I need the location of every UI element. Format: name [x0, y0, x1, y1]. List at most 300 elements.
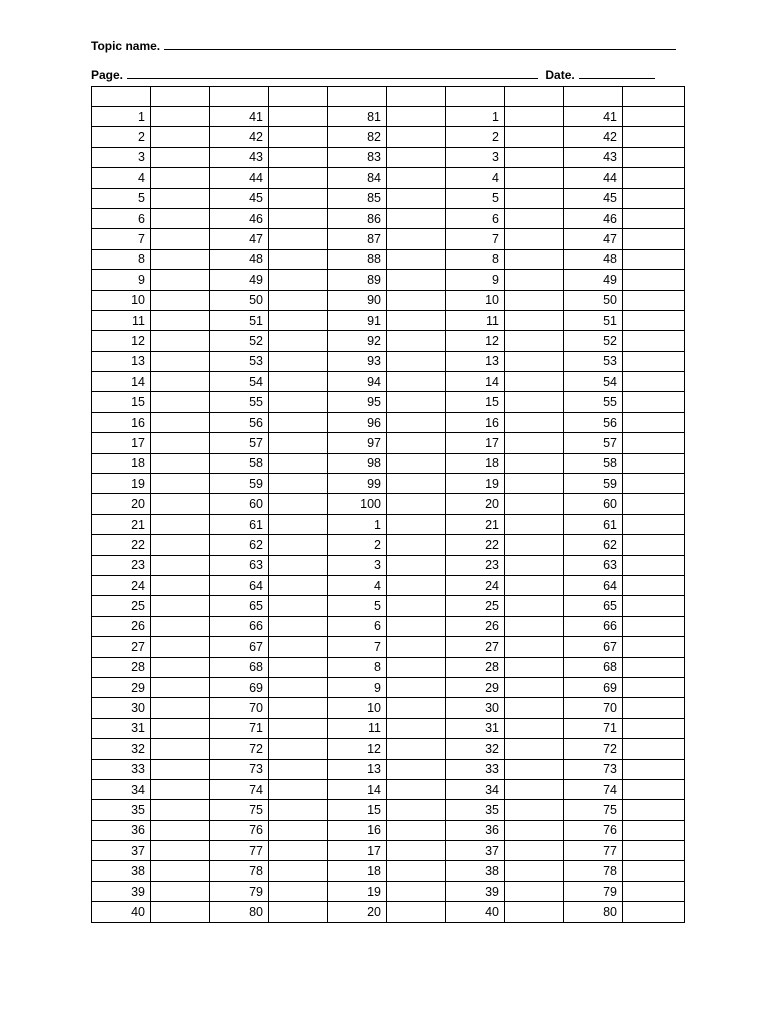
answer-cell[interactable] [387, 779, 446, 799]
answer-cell[interactable] [151, 677, 210, 697]
question-number: 65 [564, 596, 623, 616]
answer-cell[interactable] [151, 616, 210, 636]
question-number: 5 [92, 188, 151, 208]
question-number: 17 [92, 433, 151, 453]
answer-cell[interactable] [505, 453, 564, 473]
answer-cell[interactable] [505, 208, 564, 228]
answer-cell[interactable] [387, 596, 446, 616]
table-row [92, 188, 685, 208]
date-field[interactable] [579, 67, 655, 79]
answer-cell[interactable] [387, 902, 446, 922]
answer-cell[interactable] [269, 759, 328, 779]
answer-cell[interactable] [387, 229, 446, 249]
answer-cell[interactable] [151, 698, 210, 718]
question-number: 18 [328, 861, 387, 881]
answer-cell[interactable] [387, 474, 446, 494]
topic-name-field[interactable] [164, 38, 676, 50]
answer-cell[interactable] [387, 657, 446, 677]
question-number: 4 [328, 575, 387, 595]
answer-cell[interactable] [623, 820, 685, 840]
table-row [92, 739, 685, 759]
table-row [92, 677, 685, 697]
answer-cell[interactable] [151, 718, 210, 738]
answer-cell[interactable] [505, 310, 564, 330]
answer-cell[interactable] [505, 800, 564, 820]
answer-cell[interactable] [269, 208, 328, 228]
answer-cell[interactable] [387, 535, 446, 555]
answer-cell[interactable] [151, 555, 210, 575]
answer-cell[interactable] [505, 841, 564, 861]
answer-cell[interactable] [151, 412, 210, 432]
question-number: 59 [564, 474, 623, 494]
question-number: 67 [564, 637, 623, 657]
table-row [92, 881, 685, 901]
answer-cell[interactable] [151, 575, 210, 595]
answer-cell[interactable] [623, 270, 685, 290]
answer-cell[interactable] [151, 310, 210, 330]
answer-cell[interactable] [505, 637, 564, 657]
answer-cell[interactable] [387, 249, 446, 269]
answer-cell[interactable] [387, 331, 446, 351]
answer-cell[interactable] [151, 351, 210, 371]
question-number: 35 [446, 800, 505, 820]
table-row [92, 290, 685, 310]
answer-cell[interactable] [151, 107, 210, 127]
question-number: 41 [564, 107, 623, 127]
question-number: 47 [210, 229, 269, 249]
question-number: 11 [92, 310, 151, 330]
answer-cell[interactable] [623, 555, 685, 575]
grid-header-cell [269, 87, 328, 107]
answer-cell[interactable] [505, 168, 564, 188]
question-number: 21 [92, 514, 151, 534]
answer-cell[interactable] [269, 739, 328, 759]
answer-cell[interactable] [623, 188, 685, 208]
question-number: 41 [210, 107, 269, 127]
answer-cell[interactable] [623, 107, 685, 127]
question-number: 66 [210, 616, 269, 636]
answer-cell[interactable] [151, 392, 210, 412]
question-number: 8 [446, 249, 505, 269]
answer-cell[interactable] [505, 270, 564, 290]
question-number: 70 [564, 698, 623, 718]
question-number: 76 [564, 820, 623, 840]
answer-cell[interactable] [505, 902, 564, 922]
question-number: 15 [92, 392, 151, 412]
answer-cell[interactable] [151, 290, 210, 310]
answer-cell[interactable] [269, 494, 328, 514]
answer-cell[interactable] [623, 249, 685, 269]
answer-cell[interactable] [387, 270, 446, 290]
answer-cell[interactable] [151, 514, 210, 534]
question-number: 70 [210, 698, 269, 718]
question-number: 17 [446, 433, 505, 453]
answer-cell[interactable] [387, 698, 446, 718]
answer-cell[interactable] [269, 229, 328, 249]
answer-cell[interactable] [151, 147, 210, 167]
table-row [92, 861, 685, 881]
answer-cell[interactable] [387, 739, 446, 759]
question-number: 1 [446, 107, 505, 127]
answer-cell[interactable] [623, 392, 685, 412]
answer-cell[interactable] [269, 188, 328, 208]
answer-cell[interactable] [151, 270, 210, 290]
question-number: 88 [328, 249, 387, 269]
question-number: 81 [328, 107, 387, 127]
answer-cell[interactable] [623, 535, 685, 555]
answer-cell[interactable] [269, 677, 328, 697]
answer-cell[interactable] [151, 494, 210, 514]
answer-cell[interactable] [269, 881, 328, 901]
answer-cell[interactable] [505, 229, 564, 249]
answer-cell[interactable] [387, 127, 446, 147]
answer-cell[interactable] [387, 412, 446, 432]
answer-cell[interactable] [269, 331, 328, 351]
answer-cell[interactable] [623, 698, 685, 718]
answer-cell[interactable] [623, 677, 685, 697]
answer-cell[interactable] [505, 759, 564, 779]
answer-cell[interactable] [505, 107, 564, 127]
answer-cell[interactable] [151, 474, 210, 494]
question-number: 38 [446, 861, 505, 881]
table-row [92, 310, 685, 330]
answer-cell[interactable] [387, 841, 446, 861]
question-number: 9 [328, 677, 387, 697]
answer-cell[interactable] [151, 596, 210, 616]
question-number: 63 [564, 555, 623, 575]
answer-cell[interactable] [505, 779, 564, 799]
answer-cell[interactable] [387, 208, 446, 228]
question-number: 39 [92, 881, 151, 901]
answer-cell[interactable] [269, 433, 328, 453]
answer-cell[interactable] [151, 208, 210, 228]
table-row [92, 392, 685, 412]
answer-cell[interactable] [623, 168, 685, 188]
answer-cell[interactable] [505, 596, 564, 616]
answer-cell[interactable] [623, 494, 685, 514]
answer-cell[interactable] [505, 575, 564, 595]
answer-cell[interactable] [387, 107, 446, 127]
answer-cell[interactable] [269, 637, 328, 657]
answer-cell[interactable] [505, 555, 564, 575]
answer-cell[interactable] [623, 902, 685, 922]
question-number: 7 [446, 229, 505, 249]
question-number: 46 [210, 208, 269, 228]
answer-cell[interactable] [623, 739, 685, 759]
question-number: 3 [92, 147, 151, 167]
answer-cell[interactable] [269, 861, 328, 881]
answer-cell[interactable] [505, 861, 564, 881]
question-number: 12 [92, 331, 151, 351]
question-number: 99 [328, 474, 387, 494]
question-number: 30 [92, 698, 151, 718]
answer-cell[interactable] [505, 249, 564, 269]
question-number: 49 [564, 270, 623, 290]
grid-header-row [92, 87, 685, 107]
answer-cell[interactable] [151, 249, 210, 269]
answer-cell[interactable] [623, 841, 685, 861]
answer-cell[interactable] [151, 637, 210, 657]
answer-cell[interactable] [269, 168, 328, 188]
answer-cell[interactable] [151, 759, 210, 779]
answer-cell[interactable] [269, 698, 328, 718]
question-number: 93 [328, 351, 387, 371]
answer-cell[interactable] [387, 820, 446, 840]
answer-cell[interactable] [269, 392, 328, 412]
answer-cell[interactable] [505, 739, 564, 759]
question-number: 51 [210, 310, 269, 330]
question-number: 34 [92, 779, 151, 799]
answer-cell[interactable] [151, 861, 210, 881]
answer-cell[interactable] [623, 351, 685, 371]
answer-cell[interactable] [505, 820, 564, 840]
answer-cell[interactable] [151, 841, 210, 861]
answer-cell[interactable] [269, 127, 328, 147]
answer-cell[interactable] [623, 861, 685, 881]
answer-cell[interactable] [151, 372, 210, 392]
question-number: 13 [92, 351, 151, 371]
table-row [92, 127, 685, 147]
answer-cell[interactable] [505, 698, 564, 718]
answer-cell[interactable] [623, 433, 685, 453]
answer-cell[interactable] [623, 759, 685, 779]
answer-cell[interactable] [623, 290, 685, 310]
answer-cell[interactable] [269, 249, 328, 269]
answer-cell[interactable] [387, 433, 446, 453]
answer-cell[interactable] [387, 677, 446, 697]
answer-cell[interactable] [269, 310, 328, 330]
answer-cell[interactable] [269, 779, 328, 799]
answer-cell[interactable] [151, 820, 210, 840]
answer-cell[interactable] [387, 881, 446, 901]
answer-cell[interactable] [505, 616, 564, 636]
answer-cell[interactable] [269, 474, 328, 494]
answer-cell[interactable] [505, 433, 564, 453]
answer-cell[interactable] [505, 718, 564, 738]
question-number: 89 [328, 270, 387, 290]
question-number: 44 [210, 168, 269, 188]
answer-cell[interactable] [269, 453, 328, 473]
answer-cell[interactable] [269, 290, 328, 310]
question-number: 39 [446, 881, 505, 901]
answer-cell[interactable] [269, 820, 328, 840]
answer-cell[interactable] [269, 596, 328, 616]
answer-cell[interactable] [623, 800, 685, 820]
question-number: 29 [92, 677, 151, 697]
question-number: 10 [446, 290, 505, 310]
answer-cell[interactable] [505, 881, 564, 901]
answer-cell[interactable] [623, 596, 685, 616]
answer-cell[interactable] [269, 412, 328, 432]
answer-cell[interactable] [387, 616, 446, 636]
answer-cell[interactable] [505, 331, 564, 351]
answer-cell[interactable] [269, 535, 328, 555]
answer-cell[interactable] [623, 657, 685, 677]
answer-cell[interactable] [269, 555, 328, 575]
question-number: 9 [92, 270, 151, 290]
answer-cell[interactable] [623, 637, 685, 657]
answer-cell[interactable] [623, 229, 685, 249]
answer-cell[interactable] [151, 331, 210, 351]
question-number: 69 [564, 677, 623, 697]
question-number: 36 [92, 820, 151, 840]
answer-cell[interactable] [387, 351, 446, 371]
question-number: 15 [446, 392, 505, 412]
answer-cell[interactable] [387, 188, 446, 208]
answer-cell[interactable] [387, 800, 446, 820]
question-number: 69 [210, 677, 269, 697]
question-number: 1 [92, 107, 151, 127]
question-number: 52 [564, 331, 623, 351]
question-number: 50 [210, 290, 269, 310]
answer-cell[interactable] [151, 902, 210, 922]
answer-cell[interactable] [387, 310, 446, 330]
answer-cell[interactable] [387, 290, 446, 310]
answer-cell[interactable] [269, 902, 328, 922]
page-field[interactable] [127, 67, 538, 79]
answer-cell[interactable] [623, 372, 685, 392]
answer-cell[interactable] [387, 718, 446, 738]
answer-cell[interactable] [623, 881, 685, 901]
answer-cell[interactable] [505, 535, 564, 555]
question-number: 19 [446, 474, 505, 494]
answer-cell[interactable] [387, 555, 446, 575]
grid-header-cell [446, 87, 505, 107]
answer-cell[interactable] [623, 779, 685, 799]
answer-cell[interactable] [151, 433, 210, 453]
answer-cell[interactable] [151, 453, 210, 473]
question-number: 2 [446, 127, 505, 147]
question-number: 57 [564, 433, 623, 453]
question-number: 63 [210, 555, 269, 575]
answer-cell[interactable] [623, 147, 685, 167]
answer-cell[interactable] [269, 657, 328, 677]
question-number: 82 [328, 127, 387, 147]
answer-cell[interactable] [387, 494, 446, 514]
question-number: 87 [328, 229, 387, 249]
question-number: 94 [328, 372, 387, 392]
answer-cell[interactable] [505, 677, 564, 697]
answer-cell[interactable] [623, 616, 685, 636]
answer-cell[interactable] [623, 575, 685, 595]
answer-cell[interactable] [387, 168, 446, 188]
answer-cell[interactable] [623, 718, 685, 738]
answer-cell[interactable] [387, 372, 446, 392]
question-number: 24 [92, 575, 151, 595]
question-number: 58 [564, 453, 623, 473]
answer-cell[interactable] [387, 575, 446, 595]
question-number: 14 [92, 372, 151, 392]
answer-cell[interactable] [505, 351, 564, 371]
answer-cell[interactable] [151, 168, 210, 188]
answer-cell[interactable] [269, 514, 328, 534]
question-number: 51 [564, 310, 623, 330]
answer-cell[interactable] [269, 800, 328, 820]
answer-cell[interactable] [623, 474, 685, 494]
answer-cell[interactable] [623, 453, 685, 473]
answer-cell[interactable] [387, 861, 446, 881]
answer-cell[interactable] [151, 739, 210, 759]
answer-cell[interactable] [505, 290, 564, 310]
answer-cell[interactable] [269, 351, 328, 371]
answer-cell[interactable] [505, 412, 564, 432]
answer-cell[interactable] [151, 881, 210, 901]
answer-cell[interactable] [269, 718, 328, 738]
answer-cell[interactable] [623, 331, 685, 351]
answer-cell[interactable] [505, 147, 564, 167]
table-row [92, 331, 685, 351]
answer-cell[interactable] [151, 535, 210, 555]
answer-cell[interactable] [387, 147, 446, 167]
question-number: 6 [328, 616, 387, 636]
question-number: 72 [210, 739, 269, 759]
answer-cell[interactable] [387, 392, 446, 412]
question-number: 12 [446, 331, 505, 351]
answer-cell[interactable] [151, 779, 210, 799]
answer-cell[interactable] [623, 412, 685, 432]
answer-cell[interactable] [269, 147, 328, 167]
question-number: 45 [210, 188, 269, 208]
question-number: 43 [210, 147, 269, 167]
answer-cell[interactable] [505, 372, 564, 392]
answer-grid-body [92, 87, 685, 923]
question-number: 4 [92, 168, 151, 188]
answer-cell[interactable] [151, 657, 210, 677]
question-number: 62 [210, 535, 269, 555]
answer-cell[interactable] [269, 372, 328, 392]
answer-cell[interactable] [505, 514, 564, 534]
answer-cell[interactable] [269, 107, 328, 127]
question-number: 46 [564, 208, 623, 228]
answer-cell[interactable] [387, 453, 446, 473]
question-number: 18 [92, 453, 151, 473]
table-row [92, 616, 685, 636]
answer-cell[interactable] [269, 270, 328, 290]
grid-header-cell [328, 87, 387, 107]
question-number: 95 [328, 392, 387, 412]
answer-cell[interactable] [505, 188, 564, 208]
answer-cell[interactable] [151, 188, 210, 208]
question-number: 77 [564, 841, 623, 861]
answer-cell[interactable] [151, 229, 210, 249]
answer-cell[interactable] [387, 637, 446, 657]
answer-cell[interactable] [151, 800, 210, 820]
table-row [92, 208, 685, 228]
answer-cell[interactable] [505, 494, 564, 514]
answer-cell[interactable] [269, 616, 328, 636]
question-number: 13 [446, 351, 505, 371]
question-number: 9 [446, 270, 505, 290]
answer-cell[interactable] [387, 514, 446, 534]
answer-cell[interactable] [623, 208, 685, 228]
table-row [92, 147, 685, 167]
question-number: 35 [92, 800, 151, 820]
answer-cell[interactable] [505, 392, 564, 412]
answer-cell[interactable] [505, 657, 564, 677]
question-number: 21 [446, 514, 505, 534]
answer-cell[interactable] [623, 514, 685, 534]
question-number: 11 [446, 310, 505, 330]
answer-cell[interactable] [269, 841, 328, 861]
answer-cell[interactable] [505, 474, 564, 494]
answer-cell[interactable] [505, 127, 564, 147]
answer-cell[interactable] [623, 127, 685, 147]
answer-cell[interactable] [623, 310, 685, 330]
answer-cell[interactable] [269, 575, 328, 595]
answer-cell[interactable] [387, 759, 446, 779]
question-number: 92 [328, 331, 387, 351]
answer-cell[interactable] [151, 127, 210, 147]
